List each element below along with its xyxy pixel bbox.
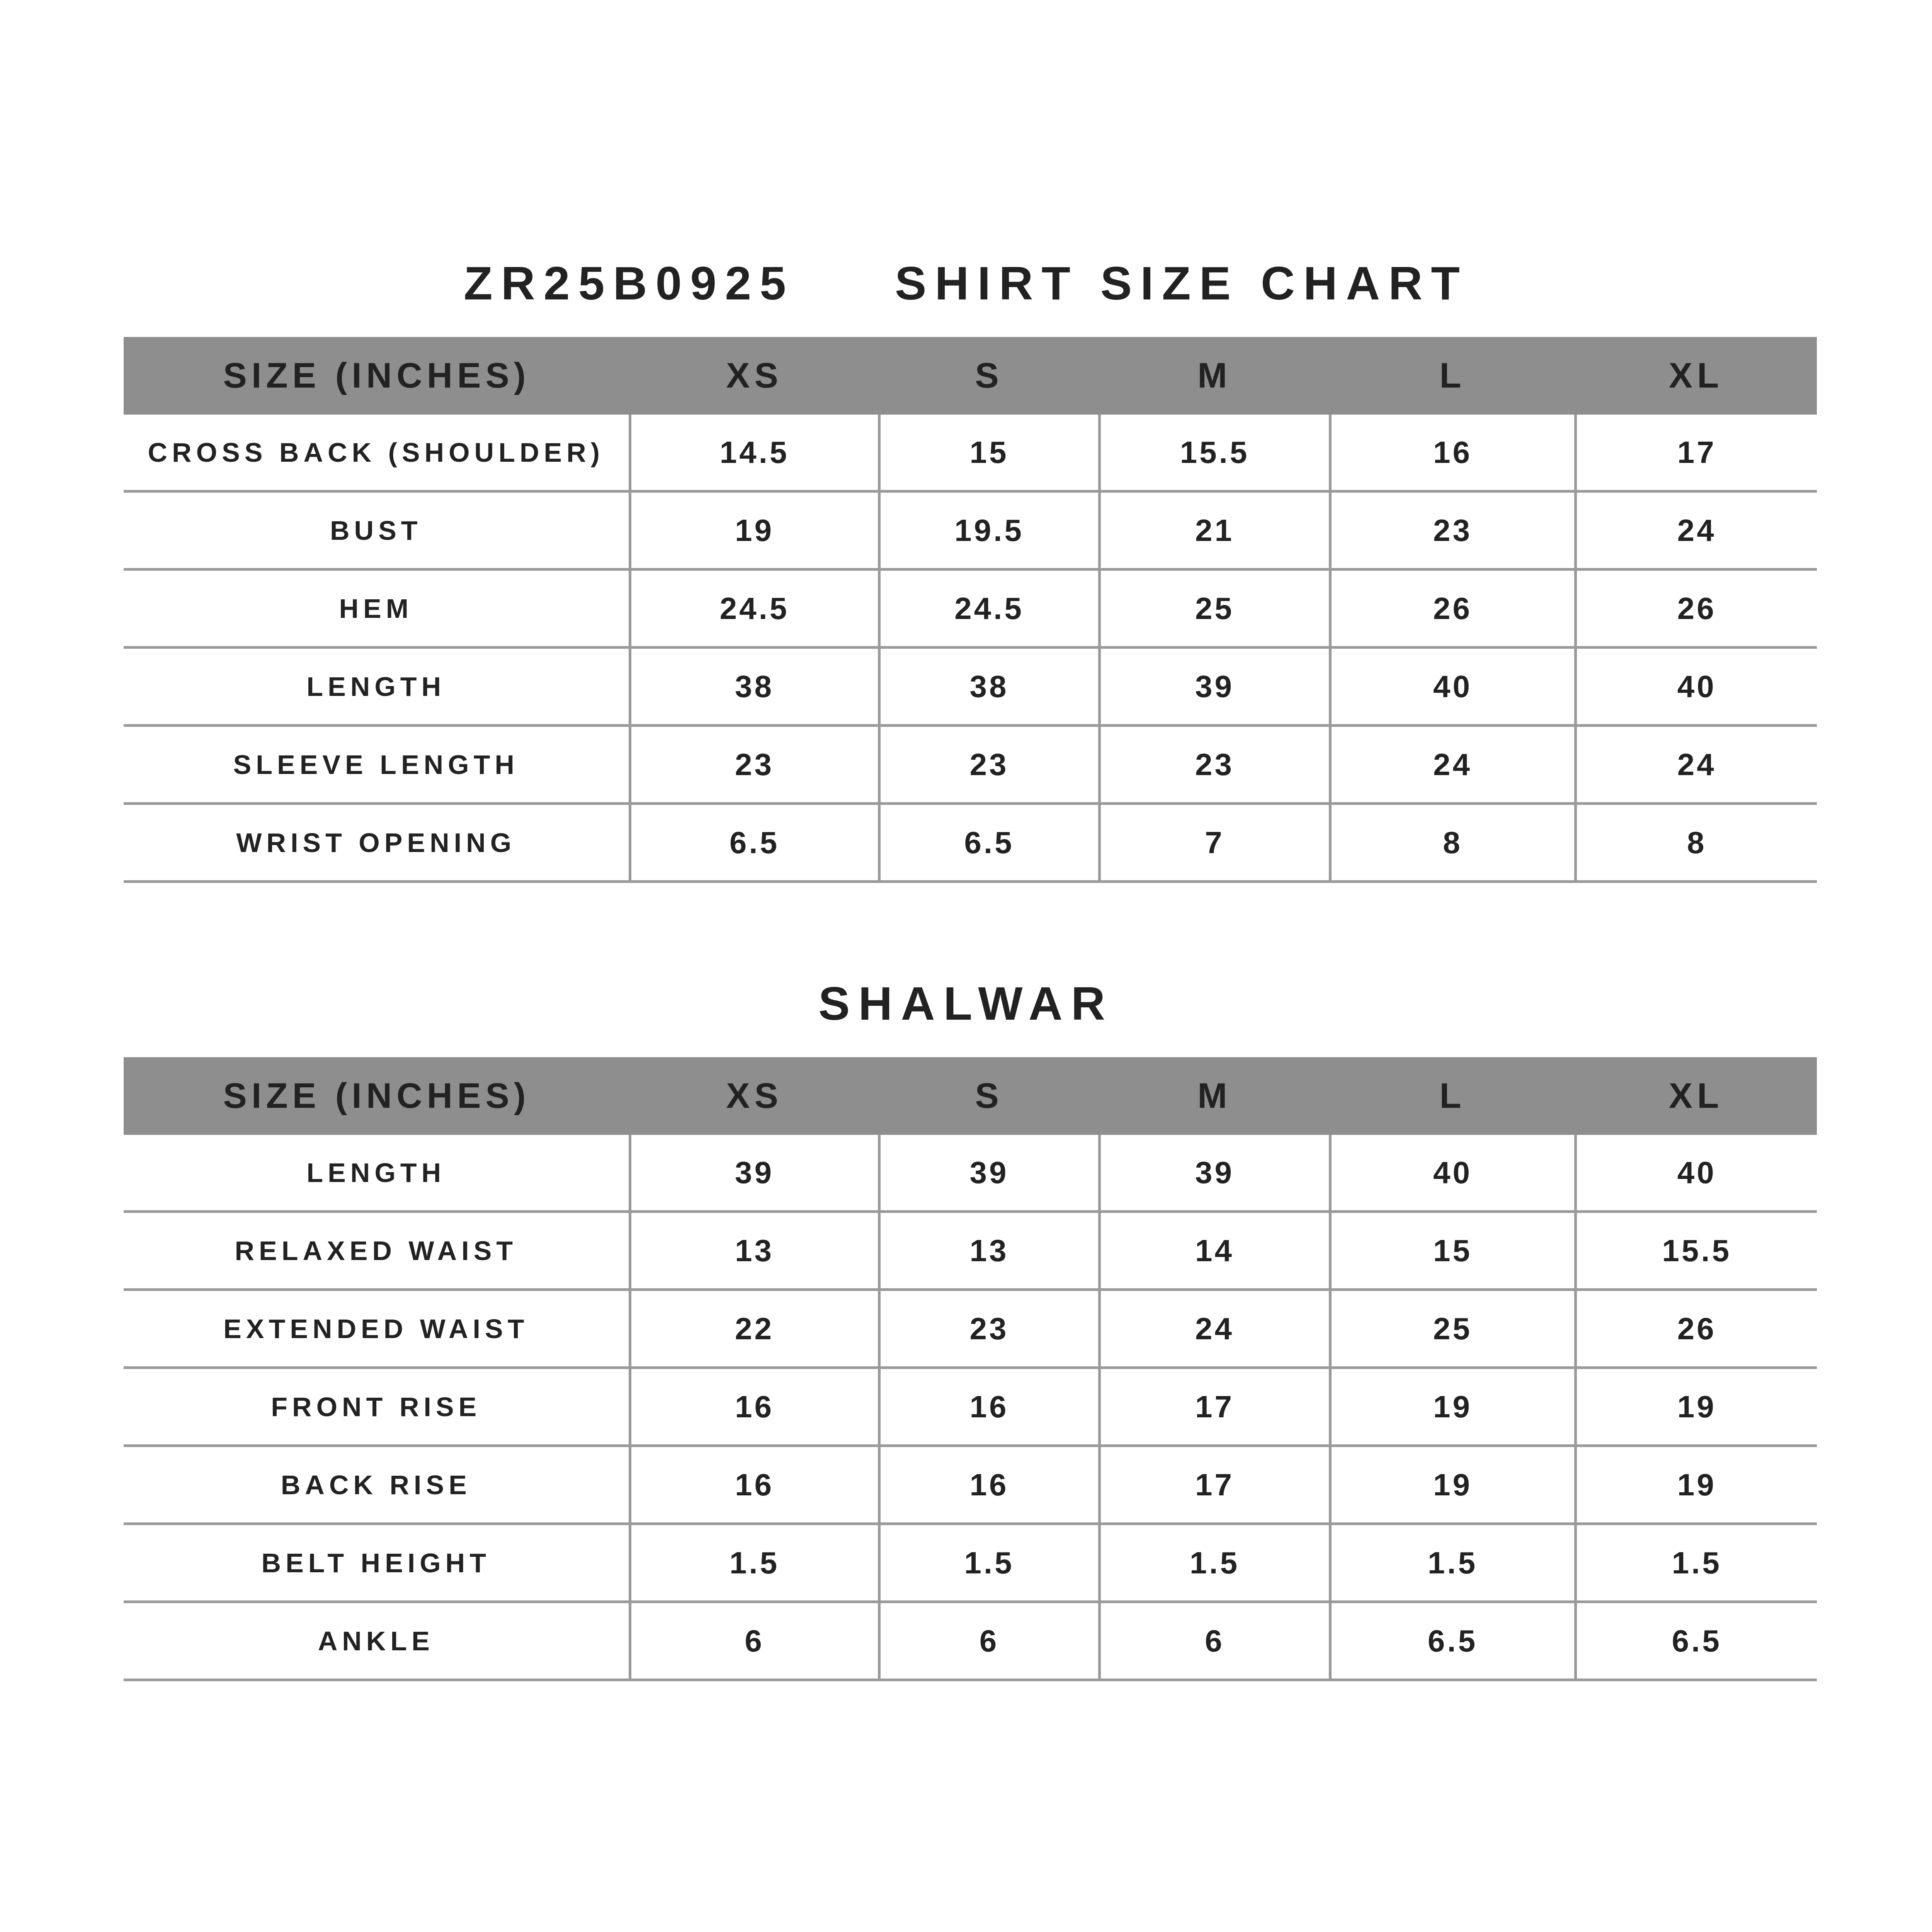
value-cell-m: 6 <box>1099 1602 1330 1680</box>
row-label: BACK RISE <box>124 1446 630 1524</box>
header-cell-l: L <box>1330 1057 1575 1135</box>
value-cell-xs: 24.5 <box>630 570 879 648</box>
value-cell-s: 6 <box>879 1602 1099 1680</box>
value-cell-l: 25 <box>1330 1290 1575 1368</box>
table-row <box>124 1135 1817 1212</box>
value-cell-xl: 24 <box>1575 726 1817 804</box>
shalwar-size-table <box>124 1057 1817 1681</box>
value-cell-xl: 26 <box>1575 1290 1817 1368</box>
row-label: SLEEVE LENGTH <box>124 726 630 804</box>
value-cell-s: 13 <box>879 1212 1099 1290</box>
value-cell-s: 6.5 <box>879 804 1099 882</box>
table-row <box>124 1524 1817 1602</box>
row-label: BUST <box>124 492 630 570</box>
header-cell-size-inches: SIZE (INCHES) <box>124 337 630 415</box>
value-cell-xl: 19 <box>1575 1446 1817 1524</box>
row-label: EXTENDED WAIST <box>124 1290 630 1368</box>
value-cell-m: 21 <box>1099 492 1330 570</box>
table-row <box>124 570 1817 648</box>
value-cell-l: 26 <box>1330 570 1575 648</box>
value-cell-l: 40 <box>1330 1135 1575 1212</box>
value-cell-m: 14 <box>1099 1212 1330 1290</box>
value-cell-m: 24 <box>1099 1290 1330 1368</box>
header-cell-l: L <box>1330 337 1575 415</box>
table-row <box>124 1368 1817 1446</box>
shirt-chart-heading: SHIRT SIZE CHART <box>895 257 1468 310</box>
header-cell-s: S <box>879 337 1099 415</box>
value-cell-m: 1.5 <box>1099 1524 1330 1602</box>
row-label: FRONT RISE <box>124 1368 630 1446</box>
value-cell-xs: 6 <box>630 1602 879 1680</box>
value-cell-xl: 40 <box>1575 1135 1817 1212</box>
value-cell-xs: 6.5 <box>630 804 879 882</box>
value-cell-xl: 6.5 <box>1575 1602 1817 1680</box>
header-cell-xl: XL <box>1575 1057 1817 1135</box>
value-cell-m: 15.5 <box>1099 415 1330 492</box>
value-cell-xs: 38 <box>630 648 879 726</box>
table-row <box>124 415 1817 492</box>
shirt-size-table <box>124 337 1817 883</box>
table-row <box>124 648 1817 726</box>
value-cell-s: 23 <box>879 1290 1099 1368</box>
shirt-header-row <box>124 337 1817 415</box>
table-row <box>124 1446 1817 1524</box>
header-cell-xs: XS <box>630 337 879 415</box>
value-cell-xs: 22 <box>630 1290 879 1368</box>
value-cell-m: 39 <box>1099 648 1330 726</box>
value-cell-m: 17 <box>1099 1446 1330 1524</box>
value-cell-s: 15 <box>879 415 1099 492</box>
value-cell-l: 19 <box>1330 1446 1575 1524</box>
header-cell-m: M <box>1099 337 1330 415</box>
value-cell-xs: 13 <box>630 1212 879 1290</box>
value-cell-xl: 8 <box>1575 804 1817 882</box>
product-code: ZR25B0925 <box>464 257 794 310</box>
value-cell-l: 6.5 <box>1330 1602 1575 1680</box>
shirt-table-body <box>124 415 1817 882</box>
value-cell-m: 7 <box>1099 804 1330 882</box>
table-row <box>124 1602 1817 1680</box>
value-cell-l: 8 <box>1330 804 1575 882</box>
row-label: BELT HEIGHT <box>124 1524 630 1602</box>
header-cell-s: S <box>879 1057 1099 1135</box>
table-row <box>124 492 1817 570</box>
value-cell-l: 15 <box>1330 1212 1575 1290</box>
value-cell-xl: 24 <box>1575 492 1817 570</box>
value-cell-l: 19 <box>1330 1368 1575 1446</box>
value-cell-xl: 17 <box>1575 415 1817 492</box>
value-cell-xl: 40 <box>1575 648 1817 726</box>
table-row <box>124 726 1817 804</box>
value-cell-m: 25 <box>1099 570 1330 648</box>
value-cell-s: 19.5 <box>879 492 1099 570</box>
value-cell-l: 23 <box>1330 492 1575 570</box>
value-cell-s: 24.5 <box>879 570 1099 648</box>
value-cell-s: 39 <box>879 1135 1099 1212</box>
header-cell-xl: XL <box>1575 337 1817 415</box>
row-label: CROSS BACK (SHOULDER) <box>124 415 630 492</box>
shalwar-header-row <box>124 1057 1817 1135</box>
value-cell-s: 1.5 <box>879 1524 1099 1602</box>
value-cell-l: 24 <box>1330 726 1575 804</box>
value-cell-s: 16 <box>879 1368 1099 1446</box>
value-cell-s: 16 <box>879 1446 1099 1524</box>
row-label: RELAXED WAIST <box>124 1212 630 1290</box>
value-cell-xs: 16 <box>630 1446 879 1524</box>
value-cell-l: 40 <box>1330 648 1575 726</box>
value-cell-xl: 19 <box>1575 1368 1817 1446</box>
value-cell-xl: 15.5 <box>1575 1212 1817 1290</box>
row-label: HEM <box>124 570 630 648</box>
value-cell-xs: 16 <box>630 1368 879 1446</box>
value-cell-xs: 23 <box>630 726 879 804</box>
value-cell-xl: 26 <box>1575 570 1817 648</box>
value-cell-m: 39 <box>1099 1135 1330 1212</box>
row-label: LENGTH <box>124 1135 630 1212</box>
header-cell-size-inches: SIZE (INCHES) <box>124 1057 630 1135</box>
value-cell-xl: 1.5 <box>1575 1524 1817 1602</box>
shalwar-chart-title: SHALWAR <box>818 977 1114 1030</box>
table-row <box>124 1290 1817 1368</box>
value-cell-l: 16 <box>1330 415 1575 492</box>
value-cell-m: 23 <box>1099 726 1330 804</box>
value-cell-l: 1.5 <box>1330 1524 1575 1602</box>
value-cell-s: 38 <box>879 648 1099 726</box>
table-row <box>124 1212 1817 1290</box>
shalwar-table-body <box>124 1135 1817 1680</box>
value-cell-s: 23 <box>879 726 1099 804</box>
header-cell-xs: XS <box>630 1057 879 1135</box>
table-row <box>124 804 1817 882</box>
shirt-chart-title <box>0 257 1932 310</box>
value-cell-xs: 39 <box>630 1135 879 1212</box>
value-cell-xs: 19 <box>630 492 879 570</box>
row-label: LENGTH <box>124 648 630 726</box>
header-cell-m: M <box>1099 1057 1330 1135</box>
value-cell-xs: 14.5 <box>630 415 879 492</box>
value-cell-xs: 1.5 <box>630 1524 879 1602</box>
row-label: ANKLE <box>124 1602 630 1680</box>
row-label: WRIST OPENING <box>124 804 630 882</box>
value-cell-m: 17 <box>1099 1368 1330 1446</box>
